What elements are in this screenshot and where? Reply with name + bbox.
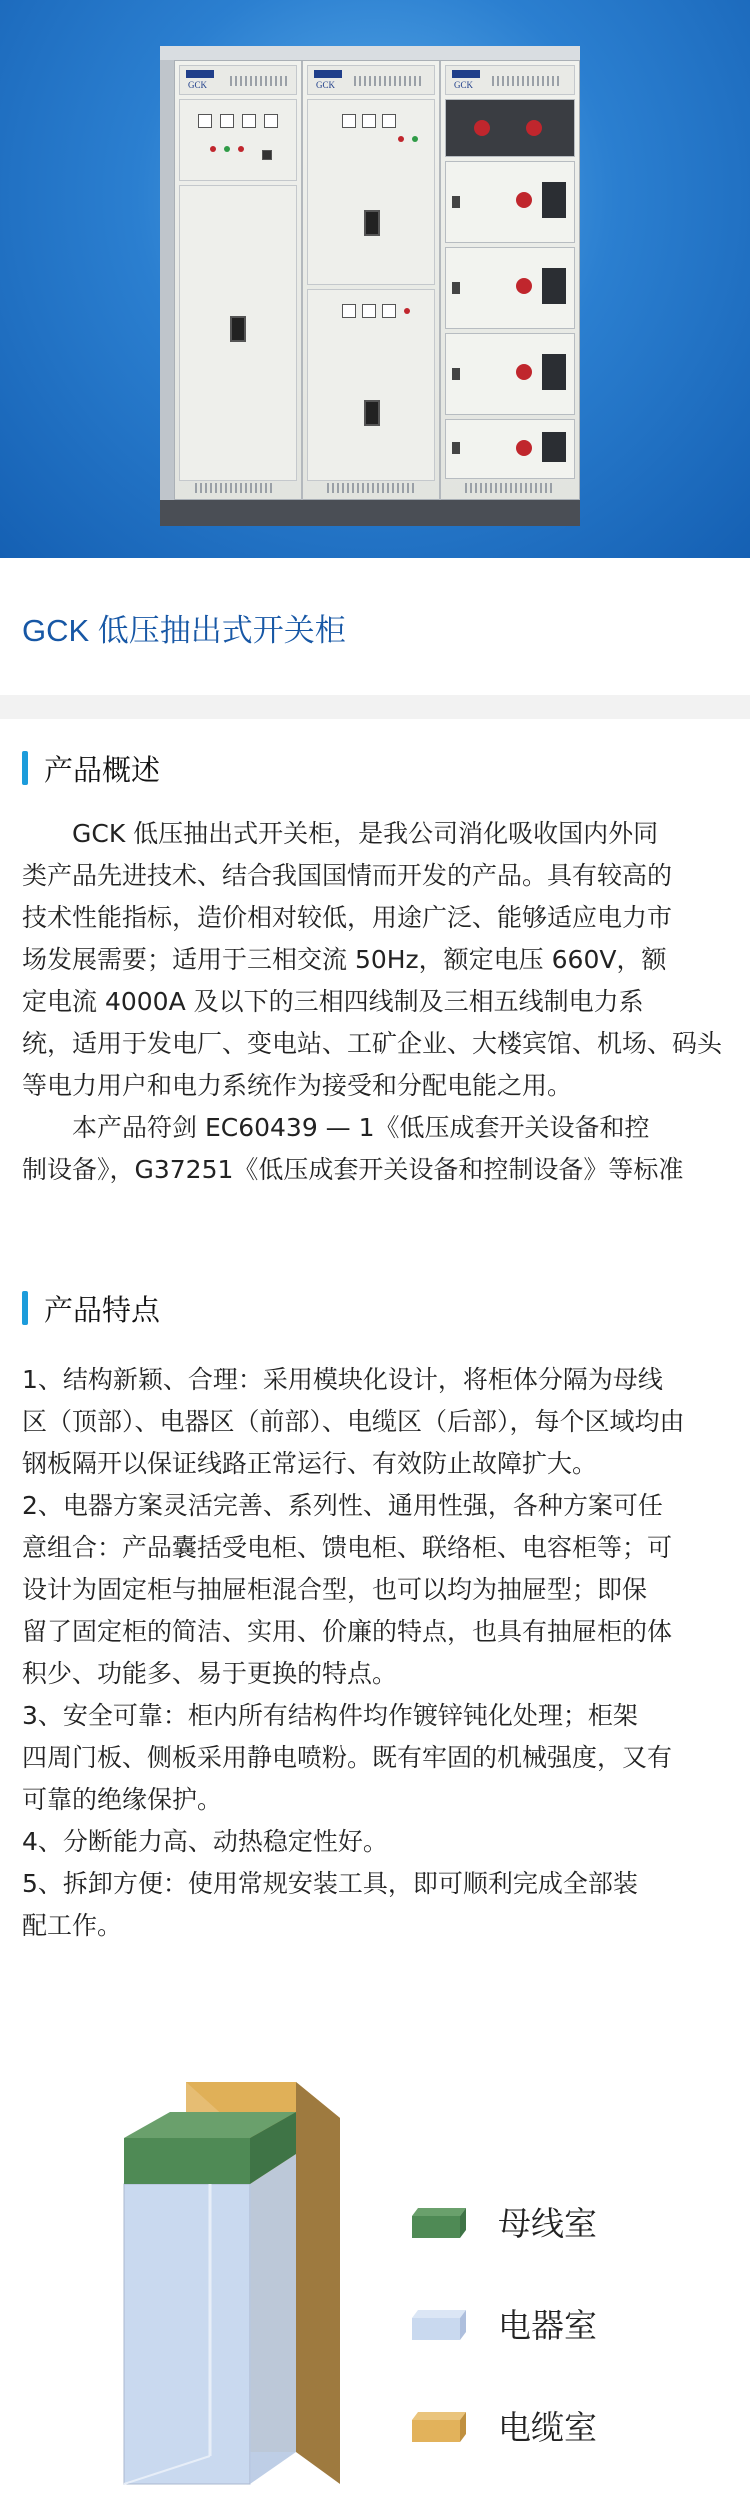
heading-accent-bar: [22, 751, 28, 785]
text-line: 1、结构新颖、合理：采用模块化设计，将柜体分隔为母线: [22, 1365, 663, 1394]
legend-item-busbar: [498, 2198, 597, 2245]
cabinet-compartment-illustration: [0, 2066, 750, 2514]
rotary-switch-icon: [516, 278, 532, 294]
selector-switch-icon: [262, 150, 272, 160]
rotary-switch-icon: [516, 192, 532, 208]
nameplate: [452, 70, 480, 78]
indicator-lamp: [404, 308, 410, 314]
legend-label: 母线室: [498, 2204, 597, 2243]
display-icon: [542, 268, 566, 304]
cabinet-column-2: [303, 61, 441, 501]
indicator-lamp: [224, 146, 230, 152]
switch-drawer: [445, 247, 575, 329]
door-handle-icon: [364, 210, 380, 236]
legend-swatch-busbar: [412, 2208, 466, 2238]
indicator-lamp: [412, 136, 418, 142]
text-line: 定电流 4000A 及以下的三相四线制及三相五线制电力系: [22, 987, 644, 1016]
text-line: 区（顶部）、电器区（前部）、电缆区（后部），每个区域均由: [22, 1407, 685, 1436]
switch-drawer: [445, 333, 575, 415]
features-heading: [22, 1290, 160, 1326]
compartment-diagram: [0, 2066, 750, 2514]
rotary-switch-icon: [474, 120, 490, 136]
legend-label: 电器室: [498, 2306, 597, 2345]
meter-icon: [382, 304, 396, 318]
meter-icon: [382, 114, 396, 128]
text-line: 4、分断能力高、动热稳定性好。: [22, 1827, 388, 1856]
product-title: GCK 低压抽出式开关柜: [22, 613, 346, 648]
overview-heading: [22, 750, 160, 786]
cabinet-door: [179, 185, 297, 481]
text-line: 四周门板、侧板采用静电喷粉。既有牢固的机械强度，又有: [22, 1743, 673, 1772]
nameplate: [314, 70, 342, 78]
legend-item-electrical: [498, 2300, 597, 2347]
section-divider: [0, 695, 750, 719]
switch-drawer: [445, 161, 575, 243]
text-line: 钢板隔开以保证线路正常运行、有效防止故障扩大。: [22, 1449, 598, 1478]
vent: [195, 483, 275, 493]
meter-icon: [362, 114, 376, 128]
cabinet-column-3: [441, 61, 579, 501]
vent: [492, 76, 562, 86]
door-handle-icon: [230, 316, 246, 342]
overview-heading-text: 产品概述: [44, 752, 161, 787]
display-icon: [542, 432, 566, 462]
text-line: 配工作。: [22, 1911, 123, 1940]
cabinet-label: GCK: [454, 80, 474, 90]
nameplate: [186, 70, 214, 78]
cabinet-door: [307, 289, 435, 481]
cabinet-header: [445, 65, 575, 95]
overview-text: [22, 813, 728, 1191]
switch-drawer: [445, 419, 575, 479]
drawer-lock-icon: [452, 442, 460, 454]
cabinet-base: [160, 500, 580, 526]
meter-icon: [362, 304, 376, 318]
cable-compartment-side: [296, 2082, 340, 2484]
cabinet-label: GCK: [316, 80, 336, 90]
indicator-lamp: [238, 146, 244, 152]
vent: [230, 76, 290, 86]
meter-icon: [264, 114, 278, 128]
metering-drawer: [445, 99, 575, 157]
text-line: 统，适用于发电厂、变电站、工矿企业、大楼宾馆、机场、码头: [22, 1029, 723, 1058]
cabinet-top: [160, 46, 580, 60]
electrical-compartment-side: [250, 2154, 296, 2484]
vent: [354, 76, 424, 86]
cabinet-label: GCK: [188, 80, 208, 90]
text-line: GCK 低压抽出式开关柜，是我公司消化吸收国内外同: [72, 819, 659, 848]
vent: [465, 483, 555, 493]
cabinet-door: [307, 99, 435, 285]
indicator-lamp: [398, 136, 404, 142]
rotary-switch-icon: [516, 364, 532, 380]
meter-icon: [220, 114, 234, 128]
switchgear-cabinet-illustration: [160, 46, 580, 526]
indicator-lamp: [210, 146, 216, 152]
drawer-lock-icon: [452, 196, 460, 208]
cabinet-header: [179, 65, 297, 95]
text-line: 制设备》，G37251《低压成套开关设备和控制设备》等标准: [22, 1155, 684, 1184]
text-line: 3、安全可靠：柜内所有结构件均作镀锌钝化处理；柜架: [22, 1701, 638, 1730]
display-icon: [542, 182, 566, 218]
meter-icon: [242, 114, 256, 128]
legend-swatch-electrical: [412, 2310, 466, 2340]
drawer-lock-icon: [452, 368, 460, 380]
rotary-switch-icon: [526, 120, 542, 136]
heading-accent-bar: [22, 1291, 28, 1325]
features-text: [22, 1359, 728, 1947]
text-line: 设计为固定柜与抽屉柜混合型，也可以均为抽屉型；即保: [22, 1575, 648, 1604]
meter-icon: [198, 114, 212, 128]
cabinet-column-1: [175, 61, 303, 501]
text-line: 5、拆卸方便：使用常规安装工具，即可顺利完成全部装: [22, 1869, 638, 1898]
electrical-compartment-front: [124, 2184, 250, 2484]
rotary-switch-icon: [516, 440, 532, 456]
legend-label: 电缆室: [498, 2408, 597, 2447]
meter-icon: [342, 114, 356, 128]
vent: [327, 483, 417, 493]
text-line: 留了固定柜的简洁、实用、价廉的特点，也具有抽屉柜的体: [22, 1617, 673, 1646]
legend-item-cable: [498, 2402, 597, 2449]
hero-image: [0, 0, 750, 558]
text-line: 等电力用户和电力系统作为接受和分配电能之用。: [22, 1071, 573, 1100]
busbar-compartment-front: [124, 2138, 250, 2184]
drawer-lock-icon: [452, 282, 460, 294]
text-line: 积少、功能多、易于更换的特点。: [22, 1659, 398, 1688]
door-handle-icon: [364, 400, 380, 426]
text-line: 2、电器方案灵活完善、系列性、通用性强，各种方案可任: [22, 1491, 663, 1520]
text-line: 技术性能指标，造价相对较低，用途广泛、能够适应电力市: [22, 903, 673, 932]
instrument-panel: [179, 99, 297, 181]
cabinet-front: [174, 60, 580, 500]
text-line: 意组合：产品囊括受电柜、馈电柜、联络柜、电容柜等；可: [22, 1533, 673, 1562]
meter-icon: [342, 304, 356, 318]
legend-swatch-cable: [412, 2412, 466, 2442]
text-line: 本产品符剑 EC60439 — 1《低压成套开关设备和控: [72, 1113, 650, 1142]
text-line: 类产品先进技术、结合我国国情而开发的产品。具有较高的: [22, 861, 673, 890]
cabinet-header: [307, 65, 435, 95]
features-heading-text: 产品特点: [44, 1292, 161, 1327]
text-line: 可靠的绝缘保护。: [22, 1785, 223, 1814]
text-line: 场发展需要；适用于三相交流 50Hz，额定电压 660V，额: [22, 945, 667, 974]
display-icon: [542, 354, 566, 390]
cabinet-side: [160, 60, 174, 510]
